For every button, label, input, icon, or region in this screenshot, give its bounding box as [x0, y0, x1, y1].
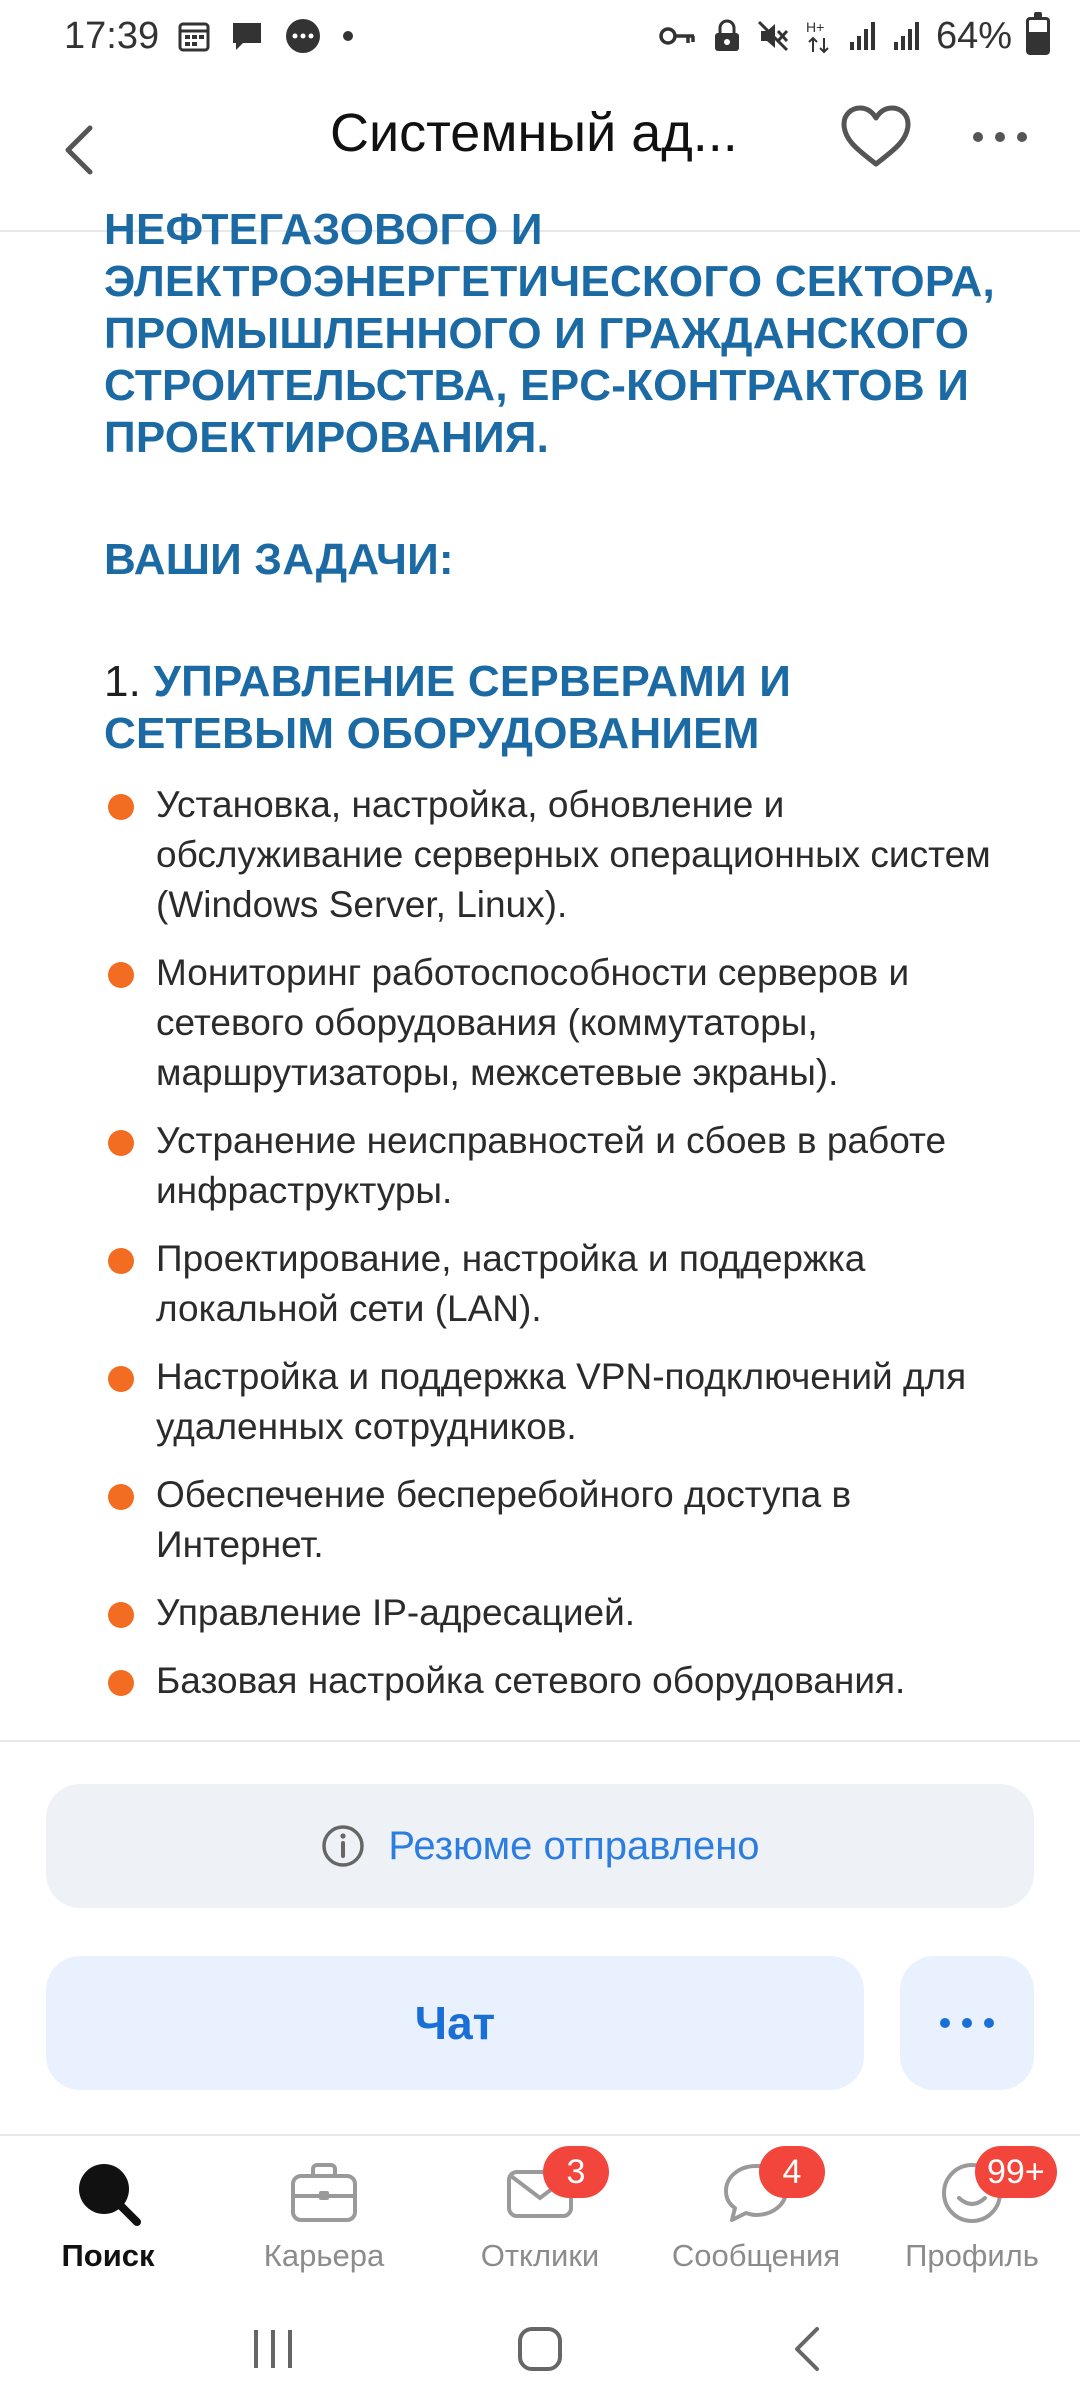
- action-panel: [0, 1740, 1080, 2136]
- list-item: [104, 1656, 1020, 1706]
- task-text: Обеспечение бесперебойного доступа в Интернет.: [156, 1474, 852, 1565]
- profile-icon: [937, 2152, 1045, 2228]
- h-plus-data-icon: [804, 18, 834, 54]
- system-nav: [0, 2290, 1080, 2408]
- back-button[interactable]: [52, 120, 112, 180]
- svg-text:H+: H+: [805, 19, 825, 35]
- task-text: Установка, настройка, обновление и обслуживание серверных операционных систем (Windows Server, Linux).: [156, 784, 991, 925]
- messages-badge: 4: [759, 2146, 825, 2198]
- list-item: [104, 1352, 1020, 1452]
- nav-label: Сообщения: [671, 2238, 841, 2273]
- vacancy-description: [0, 205, 1080, 1739]
- nav-item-messages[interactable]: [648, 2138, 864, 2288]
- task-list: [104, 780, 1020, 1706]
- bullet-icon: [108, 1602, 134, 1628]
- list-item: [104, 948, 1020, 1098]
- nav-item-search[interactable]: [0, 2138, 216, 2288]
- signal-icon: [848, 20, 878, 52]
- key-icon: [658, 23, 698, 49]
- subsection-title: УПРАВЛЕНИЕ СЕРВЕРАМИ И СЕТЕВЫМ ОБОРУДОВАНИЕМ: [104, 657, 792, 758]
- bullet-icon: [108, 1366, 134, 1392]
- home-button[interactable]: [505, 2314, 575, 2384]
- more-horizontal-icon: [937, 2013, 997, 2033]
- recycle-lock-icon: [712, 19, 742, 53]
- battery-percent: 64%: [935, 14, 1012, 57]
- list-item: [104, 1588, 1020, 1638]
- task-text: Управление IP-адресацией.: [156, 1592, 636, 1633]
- back-icon: [787, 2324, 827, 2374]
- nav-label: Карьера: [263, 2238, 385, 2273]
- list-item: [104, 780, 1020, 930]
- bullet-icon: [108, 1670, 134, 1696]
- intro-heading: НЕФТЕГАЗОВОГО И ЭЛЕКТРОЭНЕРГЕТИЧЕСКОГО СЕКТОРА, ПРОМЫШЛЕННОГО И ГРАЖДАНСКОГО СТРОИТЕЛЬСТВА, EPC-КОНТРАКТОВ И ПРОЕКТИРОВАНИЯ.: [104, 205, 995, 462]
- status-bar: [0, 0, 1080, 72]
- info-circle-icon: [320, 1823, 366, 1869]
- bullet-icon: [108, 1248, 134, 1274]
- page-title: Системный ад...: [330, 103, 738, 163]
- profile-badge: 99+: [975, 2146, 1057, 2198]
- nav-item-career[interactable]: [216, 2138, 432, 2288]
- list-item: [104, 1470, 1020, 1570]
- recent-apps-icon: [248, 2326, 298, 2372]
- task-text: Устранение неисправностей и сбоев в работе инфраструктуры.: [156, 1120, 947, 1211]
- home-icon: [515, 2324, 565, 2374]
- task-text: Базовая настройка сетевого оборудования.: [156, 1660, 906, 1701]
- search-icon: [73, 2158, 143, 2228]
- task-text: Настройка и поддержка VPN-подключений для удаленных сотрудников.: [156, 1356, 967, 1447]
- dot-icon: [341, 29, 355, 43]
- nav-label: Отклики: [480, 2238, 600, 2273]
- system-back-button[interactable]: [772, 2314, 842, 2384]
- signal-icon: [892, 20, 922, 52]
- resume-status-text: Резюме отправлено: [388, 1823, 760, 1868]
- status-left: [64, 15, 355, 58]
- more-horizontal-icon: [970, 112, 1030, 162]
- battery-fill: [1029, 32, 1047, 52]
- bottom-nav: [0, 2138, 1080, 2288]
- nav-item-profile[interactable]: [864, 2138, 1080, 2288]
- bullet-icon: [108, 1484, 134, 1510]
- subsection-number: 1.: [104, 657, 142, 706]
- chat-button[interactable]: [46, 1956, 864, 2090]
- list-item: [104, 1116, 1020, 1216]
- bullet-icon: [108, 962, 134, 988]
- calendar-icon: [177, 19, 211, 53]
- nav-label: Поиск: [61, 2238, 155, 2273]
- more-options-button[interactable]: [970, 112, 1030, 162]
- task-text: Мониторинг работоспособности серверов и сетевого оборудования (коммутаторы, маршрутизаторы, межсетевые экраны).: [156, 952, 910, 1093]
- chat-bubble-icon: [229, 19, 265, 53]
- message-icon: [721, 2152, 802, 2228]
- resume-status: [46, 1784, 1034, 1908]
- chevron-left-icon: [52, 120, 112, 180]
- favorite-button[interactable]: [838, 100, 914, 176]
- status-time: 17:39: [64, 14, 160, 57]
- battery-icon: [1026, 17, 1050, 55]
- messenger-icon: [283, 16, 323, 56]
- envelope-icon: [505, 2152, 586, 2228]
- mute-icon: [756, 19, 790, 53]
- status-right: [658, 15, 1050, 58]
- actions-more-button[interactable]: [900, 1956, 1034, 2090]
- chat-button-label: Чат: [414, 1997, 496, 2049]
- nav-item-responses[interactable]: [432, 2138, 648, 2288]
- heart-icon: [838, 100, 914, 176]
- recent-apps-button[interactable]: [238, 2314, 308, 2384]
- nav-label: Профиль: [905, 2238, 1039, 2273]
- tasks-heading: ВАШИ ЗАДАЧИ:: [104, 535, 454, 584]
- task-text: Проектирование, настройка и поддержка локальной сети (LAN).: [156, 1238, 866, 1329]
- bullet-icon: [108, 1130, 134, 1156]
- briefcase-icon: [289, 2158, 359, 2228]
- responses-badge: 3: [543, 2146, 609, 2198]
- list-item: [104, 1234, 1020, 1334]
- subsection-heading: [104, 656, 1020, 760]
- bullet-icon: [108, 794, 134, 820]
